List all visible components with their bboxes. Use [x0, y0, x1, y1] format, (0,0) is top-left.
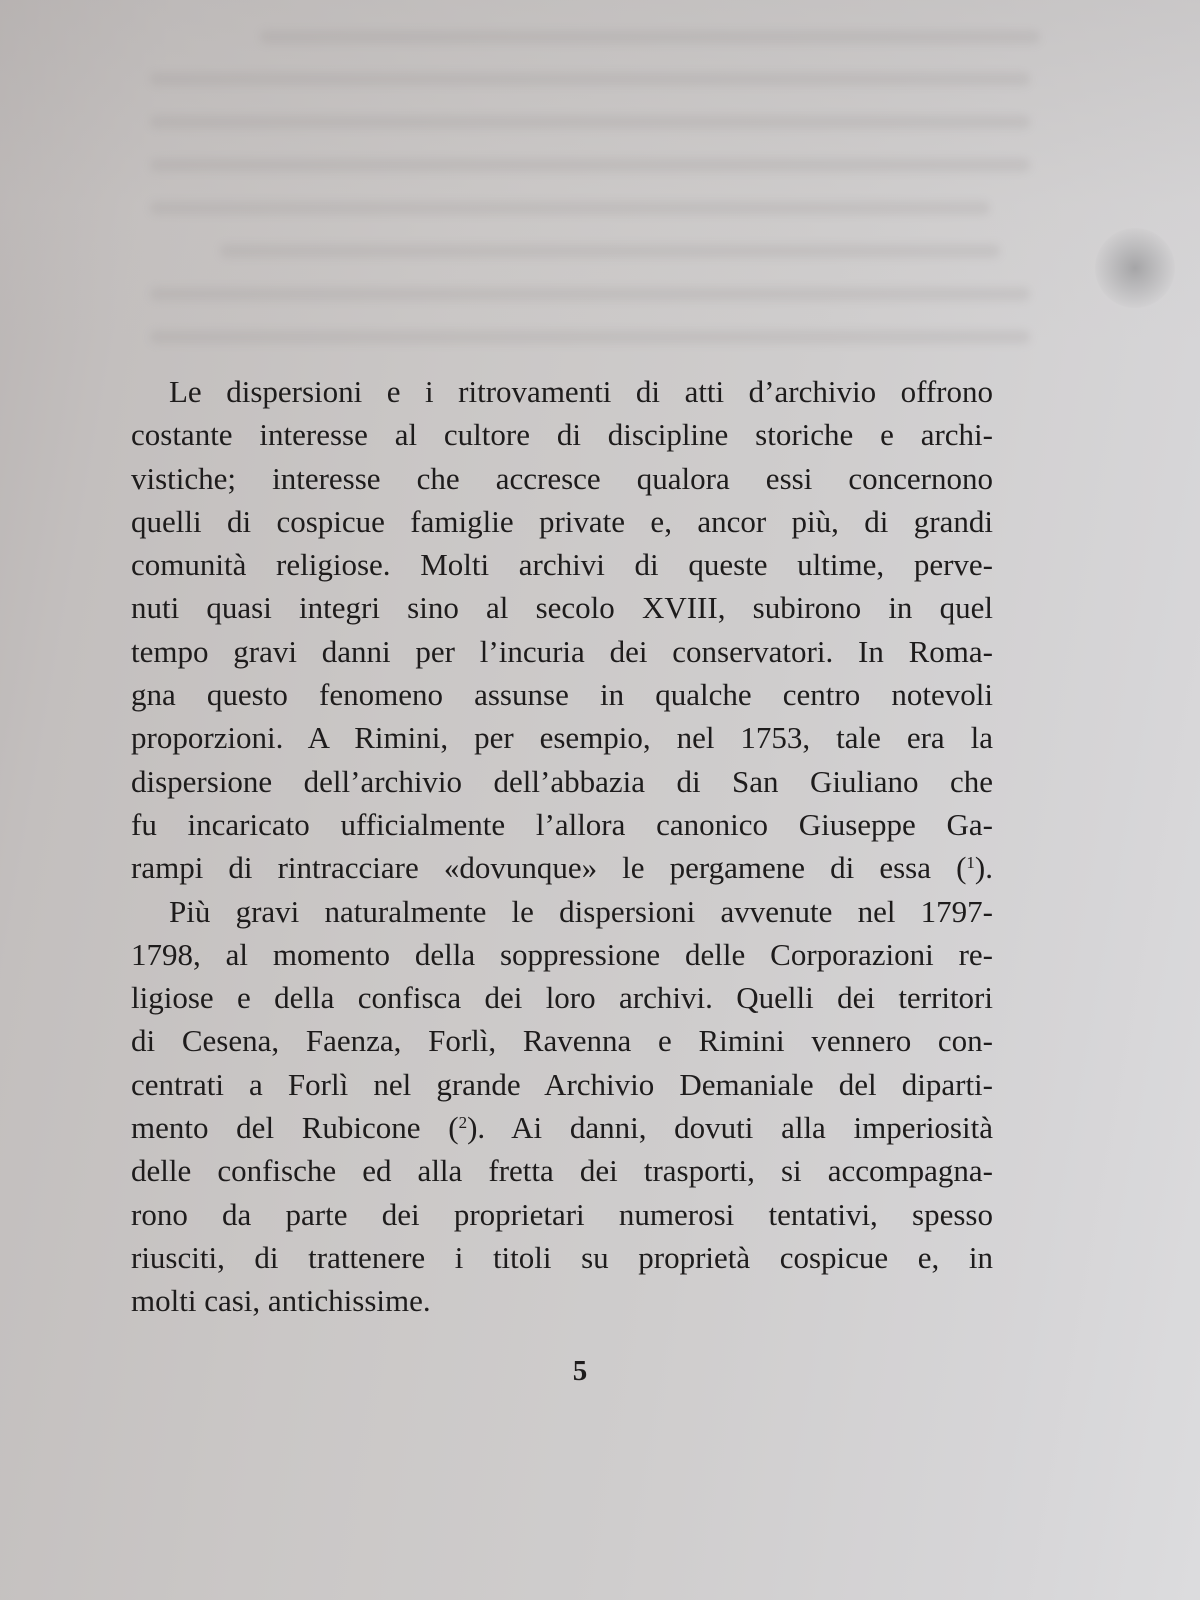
text-line: tempo gravi danni per l’incuria dei conservatori. In Roma- — [131, 633, 993, 669]
text-segment: rampi di rintracciare «dovunque» le pergamene di essa ( — [131, 850, 967, 886]
text-line: fu incaricato ufficialmente l’allora canonico Giuseppe Ga- — [131, 806, 993, 842]
text-line: dispersione dell’archivio dell’abbazia di San Giuliano che — [131, 763, 993, 799]
page-number: 5 — [572, 1355, 588, 1387]
text-line: molti casi, antichissime. — [131, 1283, 431, 1319]
page-top-shade — [0, 0, 1200, 340]
shadow-spot — [1095, 228, 1175, 308]
body-text — [131, 370, 993, 1323]
text-line: gna questo fenomeno assunse in qualche centro notevoli — [131, 677, 993, 713]
text-line: delle confische ed alla fretta dei trasporti, si accompagna- — [131, 1153, 993, 1189]
text-line: di Cesena, Faenza, Forlì, Ravenna e Rimini vennero con- — [131, 1023, 993, 1059]
text-segment: mento del Rubicone ( — [131, 1110, 459, 1146]
text-segment: ). — [974, 850, 993, 886]
text-segment: ). Ai danni, dovuti alla imperiosità — [467, 1110, 993, 1146]
text-line: ligiose e della confisca dei loro archivi. Quelli dei territori — [131, 980, 993, 1016]
text-line: riusciti, di trattenere i titoli su proprietà cospicue e, in — [131, 1239, 993, 1275]
text-line: 1798, al momento della soppressione delle Corporazioni re- — [131, 936, 993, 972]
text-line: nuti quasi integri sino al secolo XVIII, subirono in quel — [131, 590, 993, 626]
text-line: centrati a Forlì nel grande Archivio Demaniale del diparti- — [131, 1066, 993, 1102]
text-line: vistiche; interesse che accresce qualora essi concernono — [131, 460, 993, 496]
text-line: quelli di cospicue famiglie private e, ancor più, di grandi — [131, 503, 993, 539]
text-line: rono da parte dei proprietari numerosi tentativi, spesso — [131, 1196, 993, 1232]
text-line: costante interesse al cultore di discipline storiche e archi- — [131, 417, 993, 453]
paragraph-1 — [131, 370, 993, 890]
text-line: proporzioni. A Rimini, per esempio, nel 1753, tale era la — [131, 720, 993, 756]
text-line: Le dispersioni e i ritrovamenti di atti d’archivio offrono — [169, 374, 993, 409]
footnote-reference-2[interactable]: 2 — [458, 1113, 468, 1133]
paragraph-2 — [131, 890, 993, 1323]
footnote-reference-1[interactable]: 1 — [966, 853, 975, 873]
text-line: Più gravi naturalmente le dispersioni avvenute nel 1797- — [169, 893, 993, 929]
text-line-with-footnote — [131, 846, 993, 889]
text-line-with-footnote — [131, 1106, 993, 1149]
text-line: comunità religiose. Molti archivi di queste ultime, perve- — [131, 547, 993, 583]
